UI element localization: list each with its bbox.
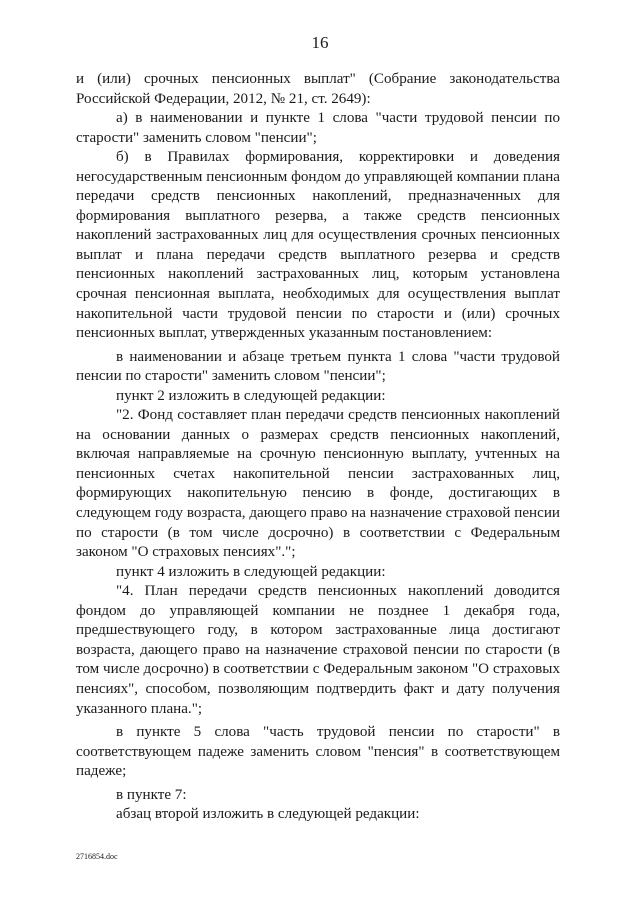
paragraph: а) в наименовании и пункте 1 слова "части трудовой пенсии по старости" заменить словом "пенсии"; bbox=[76, 110, 560, 146]
page-number: 16 bbox=[311, 33, 329, 52]
paragraph: в пункте 5 слова "часть трудовой пенсии по старости" в соответствующем падеже заменить словом "пенсия" в соответствующем падеже; bbox=[76, 724, 560, 780]
paragraph: в наименовании и абзаце третьем пункта 1 слова "части трудовой пенсии по старости" заменить словом "пенсии"; bbox=[76, 348, 560, 385]
paragraph: в пункте 7: bbox=[116, 786, 187, 803]
paragraph: "2. Фонд составляет план передачи средств пенсионных накоплений на основании данных о размерах средств пенсионных накоплений, включая направляемые на срочную пенсионную выплату, учтенных на пенсионных счетах накопительной пенсии застрахованных лиц, формирующих накопительную пенсию в фонде, достигающих в следующем году возраста, дающего право на назначение страховой пенсии по старости (в том числе досрочно) в соответствии с Федеральным законом "О страховых пенсиях"."; bbox=[76, 407, 560, 561]
paragraph: и (или) срочных пенсионных выплат" (Собрание законодательства Российской Федерации, 2012, № 21, ст. 2649): bbox=[76, 71, 560, 107]
paragraph: б) в Правилах формирования, корректировки и доведения негосударственным пенсионным фондом до управляющей компании плана передачи средств пенсионных накоплений, предназначенных для формирования выплатного резерва, а также средств пенсионных накоплений застрахованных лиц для осуществления срочных пенсионных выплат и плана передачи средств выплатного резерва и средств пенсионных накоплений застрахованных лиц, которым установлена срочная пенсионная выплата, необходимых для осуществления выплат накопительной части трудовой пенсии по старости и (или) срочных пенсионных выплат, утвержденных указанным постановлением: bbox=[76, 149, 560, 342]
footer-filename: 2716854.doc bbox=[76, 852, 118, 861]
paragraph: пункт 2 изложить в следующей редакции: bbox=[116, 387, 386, 404]
paragraph: "4. План передачи средств пенсионных накоплений доводится фондом до управляющей компании не позднее 1 декабря года, предшествующего году, в котором застрахованные лица достигают возраста, дающего право на назначение страховой пенсии по старости (в том числе досрочно) в соответствии с Федеральным законом "О страховых пенсиях", способом, позволяющим подтвердить факт и дату получения указанного плана."; bbox=[76, 583, 560, 717]
document-body bbox=[76, 70, 560, 825]
paragraph: абзац второй изложить в следующей редакции: bbox=[116, 806, 420, 823]
paragraph: пункт 4 изложить в следующей редакции: bbox=[116, 563, 386, 580]
